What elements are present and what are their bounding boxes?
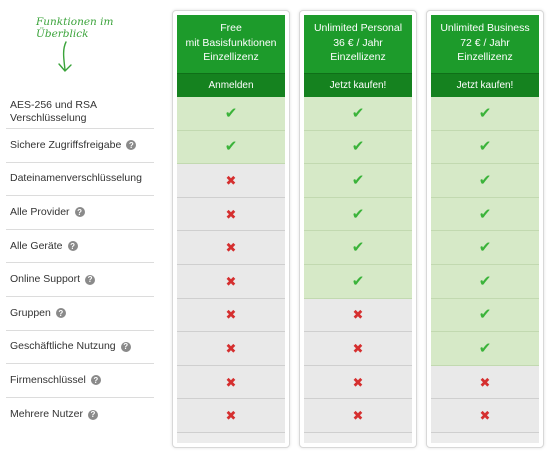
- check-icon: ✔: [351, 272, 365, 290]
- help-icon[interactable]: ?: [121, 342, 131, 352]
- plan-header: [177, 15, 285, 73]
- check-icon: ✔: [478, 239, 492, 257]
- cross-icon: ✖: [225, 307, 237, 323]
- feature-cell: [177, 97, 285, 131]
- feature-label: Mehrere Nutzer: [10, 408, 83, 421]
- plan-detail: 72 € / Jahr: [460, 36, 510, 49]
- feature-cell: [431, 131, 539, 165]
- feature-cell: [304, 265, 412, 299]
- feature-row: [6, 163, 154, 197]
- cross-icon: ✖: [225, 273, 237, 289]
- feature-row: [6, 129, 154, 163]
- feature-label: AES-256 und RSA Verschlüsselung: [10, 99, 97, 124]
- plan-name: Free: [220, 22, 242, 34]
- cross-icon: ✖: [225, 240, 237, 256]
- check-icon: ✔: [478, 339, 492, 357]
- check-icon: ✔: [224, 104, 238, 122]
- feature-cell: [431, 164, 539, 198]
- feature-cell: [431, 97, 539, 131]
- feature-row: [6, 398, 154, 432]
- feature-cell: [304, 231, 412, 265]
- cross-icon: ✖: [225, 374, 237, 390]
- overview-hint: Funktionen im Überblick: [36, 16, 114, 40]
- buy-now-button[interactable]: Jetzt kaufen!: [431, 73, 539, 97]
- feature-cell: [431, 399, 539, 433]
- check-icon: ✔: [351, 138, 365, 156]
- plan-detail: mit Basisfunktionen: [185, 36, 277, 49]
- cross-icon: ✖: [352, 340, 364, 356]
- plan-footer: [177, 433, 285, 443]
- check-icon: ✔: [478, 104, 492, 122]
- cross-icon: ✖: [352, 408, 364, 424]
- feature-cell: [304, 198, 412, 232]
- plan-unlimited-business: [426, 10, 544, 448]
- check-icon: ✔: [478, 171, 492, 189]
- help-icon[interactable]: ?: [75, 207, 85, 217]
- feature-cell: [177, 131, 285, 165]
- cross-icon: ✖: [479, 374, 491, 390]
- plan-detail: Einzellizenz: [457, 51, 513, 63]
- feature-row: [6, 297, 154, 331]
- signup-button[interactable]: Anmelden: [177, 73, 285, 97]
- plan-detail: Einzellizenz: [203, 51, 259, 63]
- arrow-down-icon: [52, 40, 80, 76]
- feature-label: Sichere Zugriffsfreigabe: [10, 138, 122, 151]
- plan-footer: [304, 433, 412, 443]
- feature-cell: [304, 97, 412, 131]
- feature-cell: [177, 399, 285, 433]
- feature-row: [6, 230, 154, 264]
- feature-cell: [431, 265, 539, 299]
- check-icon: ✔: [351, 205, 365, 223]
- check-icon: ✔: [478, 205, 492, 223]
- feature-label: Firmenschlüssel: [10, 373, 86, 386]
- plan-name: Unlimited Business: [440, 22, 530, 34]
- help-icon[interactable]: ?: [85, 275, 95, 285]
- feature-cell: [177, 366, 285, 400]
- help-icon[interactable]: ?: [68, 241, 78, 251]
- feature-cell: [304, 366, 412, 400]
- check-icon: ✔: [224, 138, 238, 156]
- feature-cell: [304, 131, 412, 165]
- feature-label: Geschäftliche Nutzung: [10, 340, 116, 353]
- feature-row: [6, 96, 154, 129]
- cross-icon: ✖: [352, 307, 364, 323]
- feature-cell: [431, 299, 539, 333]
- buy-now-button[interactable]: Jetzt kaufen!: [304, 73, 412, 97]
- plan-header: [431, 15, 539, 73]
- feature-cell: [431, 366, 539, 400]
- feature-cell: [431, 231, 539, 265]
- cross-icon: ✖: [225, 206, 237, 222]
- check-icon: ✔: [351, 239, 365, 257]
- feature-row: [6, 263, 154, 297]
- cross-icon: ✖: [225, 172, 237, 188]
- feature-cell: [177, 231, 285, 265]
- check-icon: ✔: [478, 306, 492, 324]
- feature-label: Alle Provider: [10, 205, 70, 218]
- help-icon[interactable]: ?: [126, 140, 136, 150]
- cross-icon: ✖: [479, 408, 491, 424]
- cross-icon: ✖: [225, 408, 237, 424]
- feature-row: [6, 364, 154, 398]
- feature-cell: [177, 299, 285, 333]
- feature-cell: [177, 198, 285, 232]
- feature-cell: [304, 332, 412, 366]
- feature-cell: [431, 332, 539, 366]
- cross-icon: ✖: [225, 340, 237, 356]
- plan-detail: Einzellizenz: [330, 51, 386, 63]
- feature-cell: [304, 399, 412, 433]
- feature-list: [6, 96, 154, 431]
- feature-label: Online Support: [10, 273, 81, 286]
- feature-cell: [431, 198, 539, 232]
- feature-label: Gruppen: [10, 306, 51, 319]
- help-icon[interactable]: ?: [56, 308, 66, 318]
- plan-name: Unlimited Personal: [313, 22, 403, 34]
- plan-free: [172, 10, 290, 448]
- help-icon[interactable]: ?: [91, 375, 101, 385]
- feature-row: [6, 331, 154, 365]
- check-icon: ✔: [478, 272, 492, 290]
- check-icon: ✔: [351, 171, 365, 189]
- feature-cell: [177, 332, 285, 366]
- plan-unlimited-personal: [299, 10, 417, 448]
- cross-icon: ✖: [352, 374, 364, 390]
- feature-cell: [177, 164, 285, 198]
- plan-header: [304, 15, 412, 73]
- feature-cell: [304, 299, 412, 333]
- feature-cell: [177, 265, 285, 299]
- plan-detail: 36 € / Jahr: [333, 36, 383, 49]
- check-icon: ✔: [351, 104, 365, 122]
- feature-label: Dateinamenverschlüsselung: [10, 172, 142, 185]
- feature-cell: [304, 164, 412, 198]
- feature-row: [6, 196, 154, 230]
- feature-label: Alle Geräte: [10, 239, 63, 252]
- help-icon[interactable]: ?: [88, 410, 98, 420]
- check-icon: ✔: [478, 138, 492, 156]
- plan-footer: [431, 433, 539, 443]
